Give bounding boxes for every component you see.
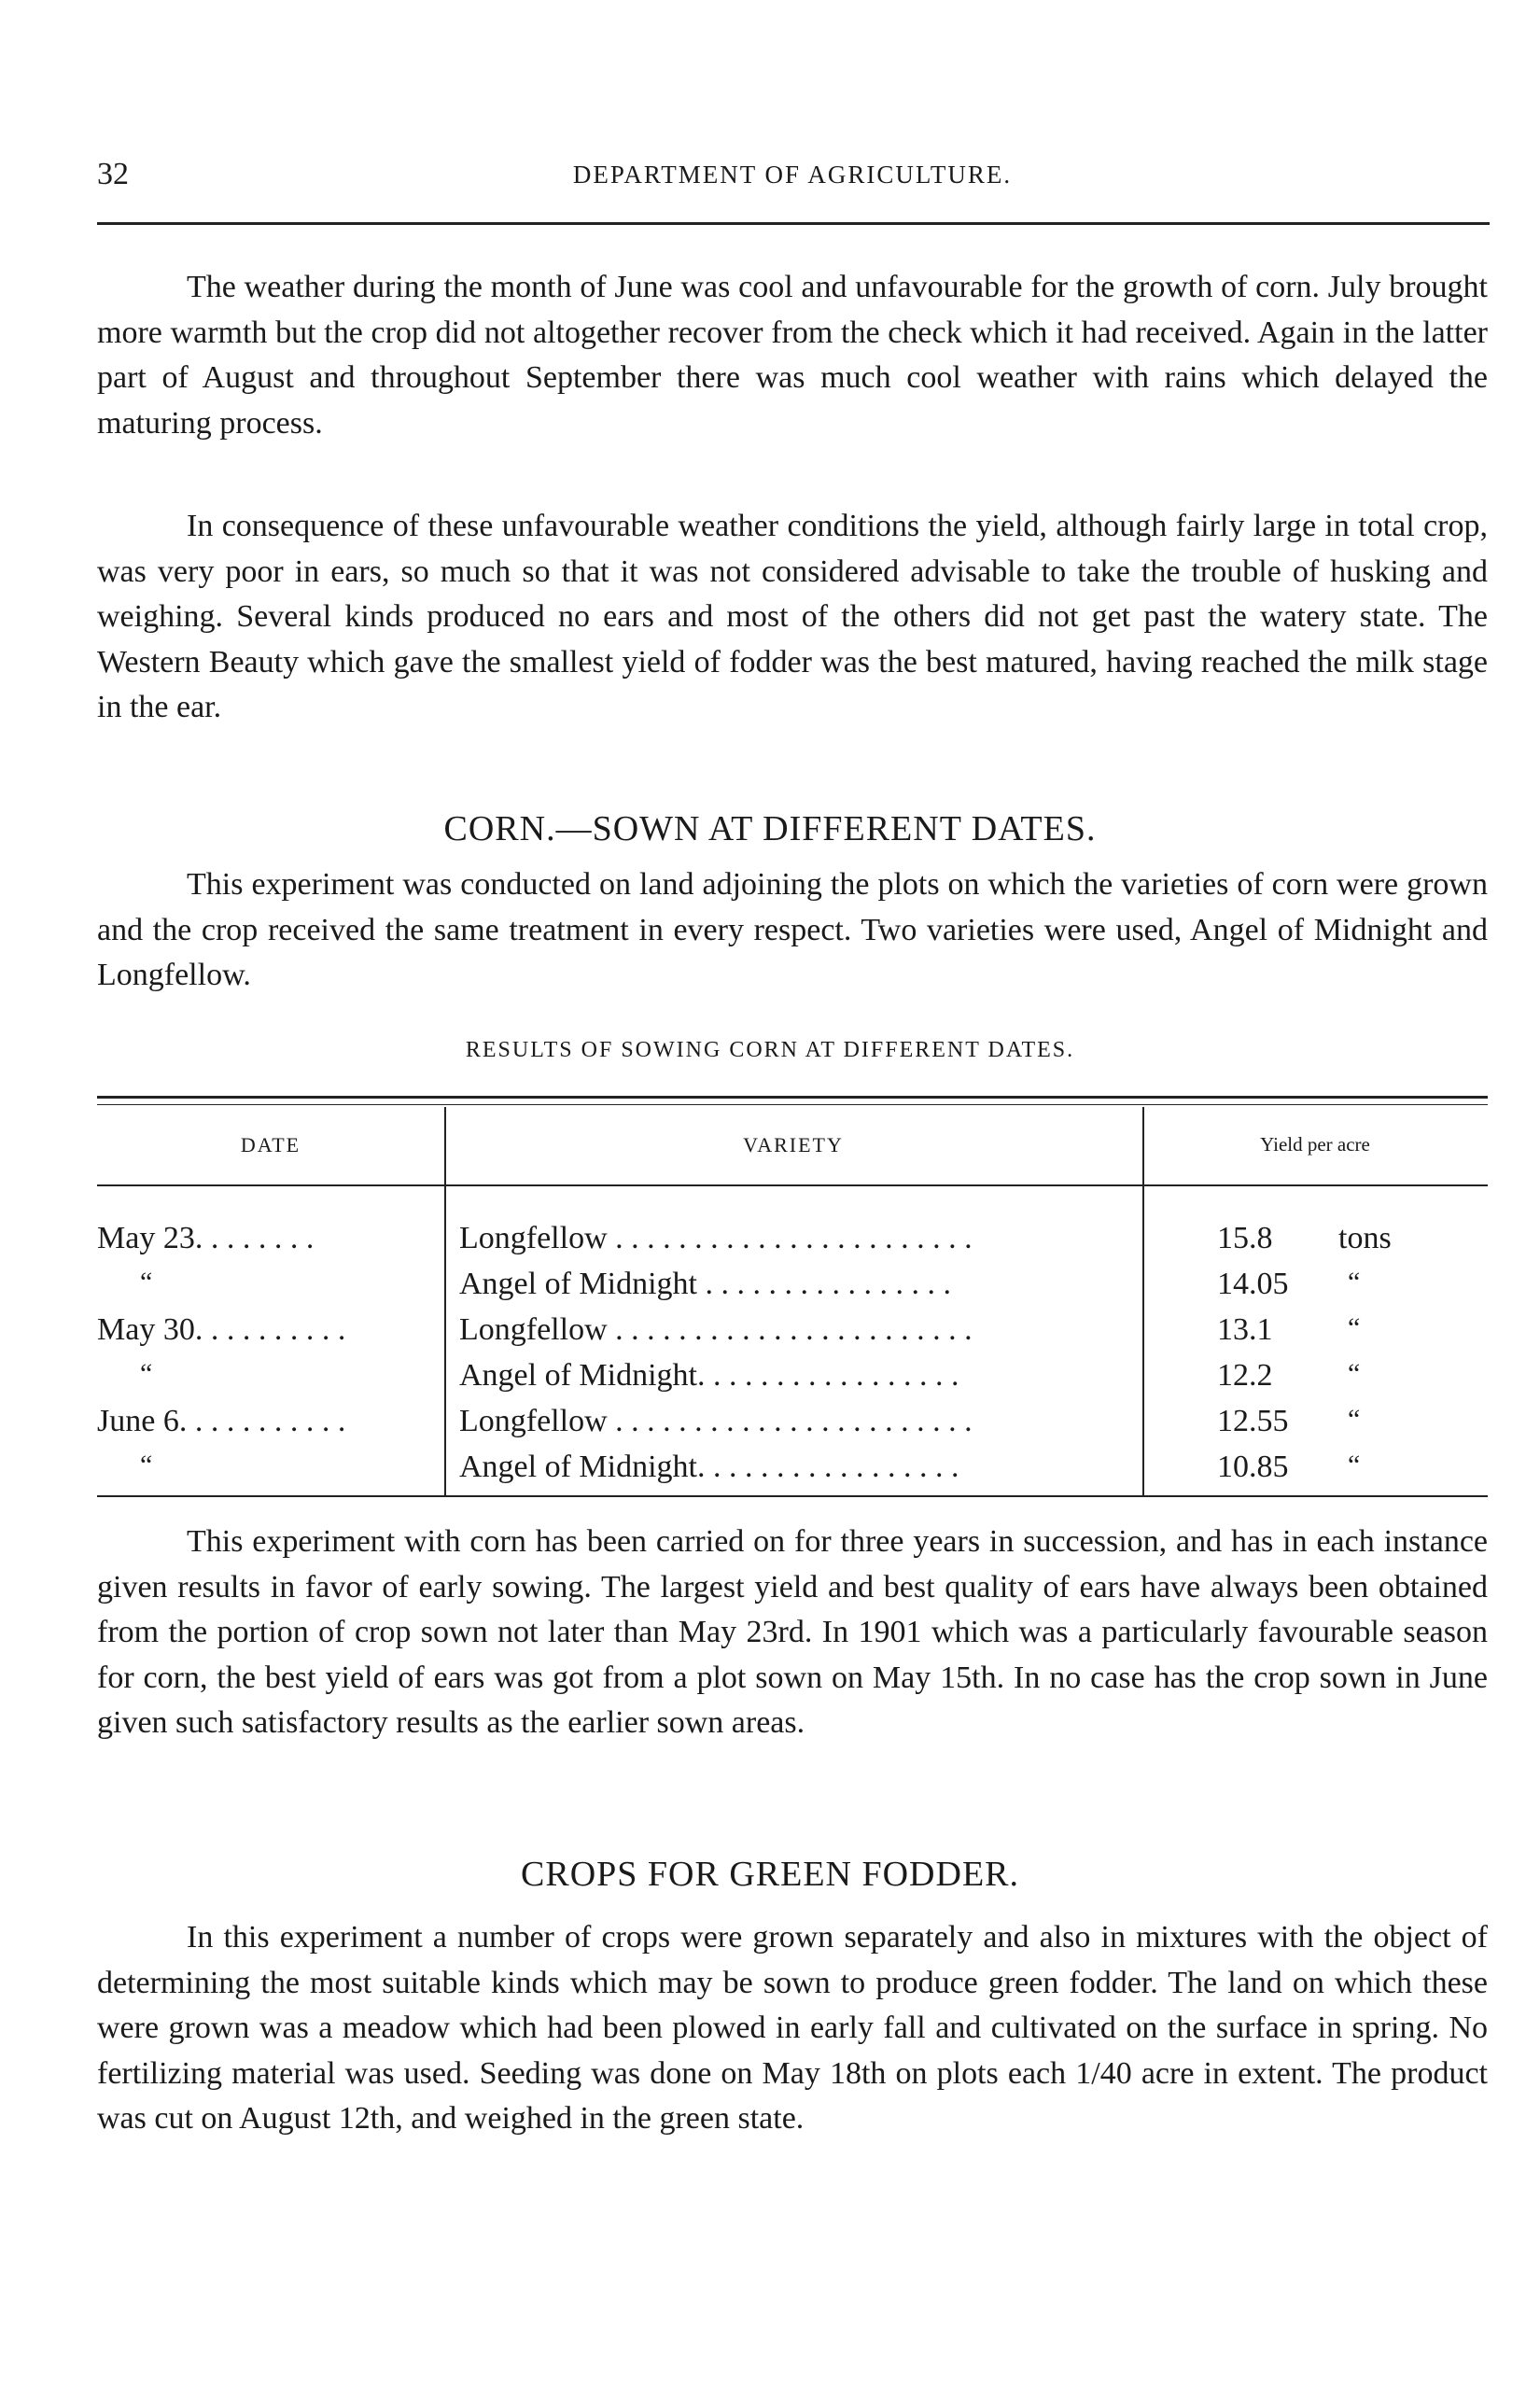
row-date: May 30. . . . . . . . . . — [97, 1312, 346, 1347]
corn-dates-heading: CORN.—SOWN AT DIFFERENT DATES. — [443, 809, 1097, 848]
corn-dates-conclusion: This experiment with corn has been carried on for three years in succession, and has in each instance given results in favor of early sowing. The largest yield and best quality of ears have always been obtained from the portion of crop sown not later than May 23rd. In 1901 which was a particularly favourable season for corn, the best yield of ears was got from a plot sown on May 15th. In no case has the crop sown in June given such satisfactory results as the earlier sown areas. — [97, 1524, 1488, 1741]
running-title: DEPARTMENT OF AGRICULTURE. — [572, 161, 1013, 189]
row-variety: Longfellow . . . . . . . . . . . . . . . . . . . . . . . — [459, 1404, 973, 1438]
row-yield: 14.05 — [1217, 1267, 1289, 1301]
table-row — [97, 1312, 1488, 1357]
row-unit: tons — [1338, 1221, 1392, 1255]
row-variety: Angel of Midnight. . . . . . . . . . . . . . . . . — [459, 1358, 959, 1393]
table-row — [97, 1221, 1488, 1266]
row-date: “ — [140, 1450, 153, 1480]
row-variety: Angel of Midnight. . . . . . . . . . . . . . . . . — [459, 1450, 959, 1484]
row-variety: Longfellow . . . . . . . . . . . . . . . . . . . . . . . — [459, 1312, 973, 1347]
table-row — [97, 1450, 1488, 1494]
column-header-yield: Yield per acre — [1260, 1133, 1370, 1156]
row-yield: 12.2 — [1217, 1358, 1273, 1393]
running-head — [97, 157, 1488, 198]
results-table — [97, 1096, 1488, 1503]
table-rule-top — [97, 1096, 1488, 1099]
row-date: June 6. . . . . . . . . . . — [97, 1404, 346, 1438]
row-unit: “ — [1348, 1358, 1361, 1389]
row-variety: Angel of Midnight . . . . . . . . . . . . . . . . — [459, 1267, 951, 1301]
table-rule-top-thin — [97, 1104, 1488, 1105]
row-yield: 10.85 — [1217, 1450, 1289, 1484]
row-unit: “ — [1348, 1267, 1361, 1297]
row-variety: Longfellow . . . . . . . . . . . . . . . . . . . . . . . — [459, 1221, 973, 1255]
column-header-variety: VARIETY — [743, 1133, 844, 1156]
consequence-paragraph: In consequence of these unfavourable weather conditions the yield, although fairly large in total crop, was very poor in ears, so much so that it was not considered advisable to take the trouble of husking and weighing. Several kinds produced no ears and most of the others did not get past the watery state. The Western Beauty which gave the smallest yield of fodder was the best matured, having reached the milk stage in the ear. — [97, 509, 1488, 725]
corn-dates-intro: This experiment was conducted on land adjoining the plots on which the varieties of corn were grown and the crop received the same treatment in every respect. Two varieties were used, Angel of Midnight and Longfellow. — [97, 867, 1488, 993]
row-unit: “ — [1348, 1450, 1361, 1480]
column-header-date: DATE — [240, 1133, 301, 1156]
weather-paragraph: The weather during the month of June was cool and unfavourable for the growth of corn. July brought more warmth but the crop did not altogether recover from the check which it had received. Again in the latter part of August and throughout September there was much cool weather with rains which delayed the maturing process. — [97, 270, 1488, 441]
page-number: 32 — [97, 157, 129, 191]
results-table-title: RESULTS OF SOWING CORN AT DIFFERENT DATES. — [465, 1038, 1075, 1062]
row-unit: “ — [1348, 1404, 1361, 1435]
row-date: May 23. . . . . . . . — [97, 1221, 315, 1255]
row-yield: 13.1 — [1217, 1312, 1273, 1347]
table-rule-bottom — [97, 1495, 1488, 1497]
green-fodder-paragraph: In this experiment a number of crops were grown separately and also in mixtures with the object of determining the most suitable kinds which may be sown to produce green fodder. The land on which these were grown was a meadow which had been plowed in early fall and cultivated on the surface in spring. No fertilizing material was used. Seeding was done on May 18th on plots each 1/40 acre in extent. The product was cut on August 12th, and weighed in the green state. — [97, 1920, 1488, 2137]
row-date: “ — [140, 1358, 153, 1389]
row-yield: 12.55 — [1217, 1404, 1289, 1438]
table-row — [97, 1404, 1488, 1449]
row-unit: “ — [1348, 1312, 1361, 1343]
row-date: “ — [140, 1267, 153, 1297]
header-rule — [97, 222, 1490, 225]
row-yield: 15.8 — [1217, 1221, 1273, 1255]
table-row — [97, 1358, 1488, 1403]
table-row — [97, 1267, 1488, 1311]
green-fodder-heading: CROPS FOR GREEN FODDER. — [521, 1855, 1019, 1894]
table-rule-header — [97, 1184, 1488, 1186]
